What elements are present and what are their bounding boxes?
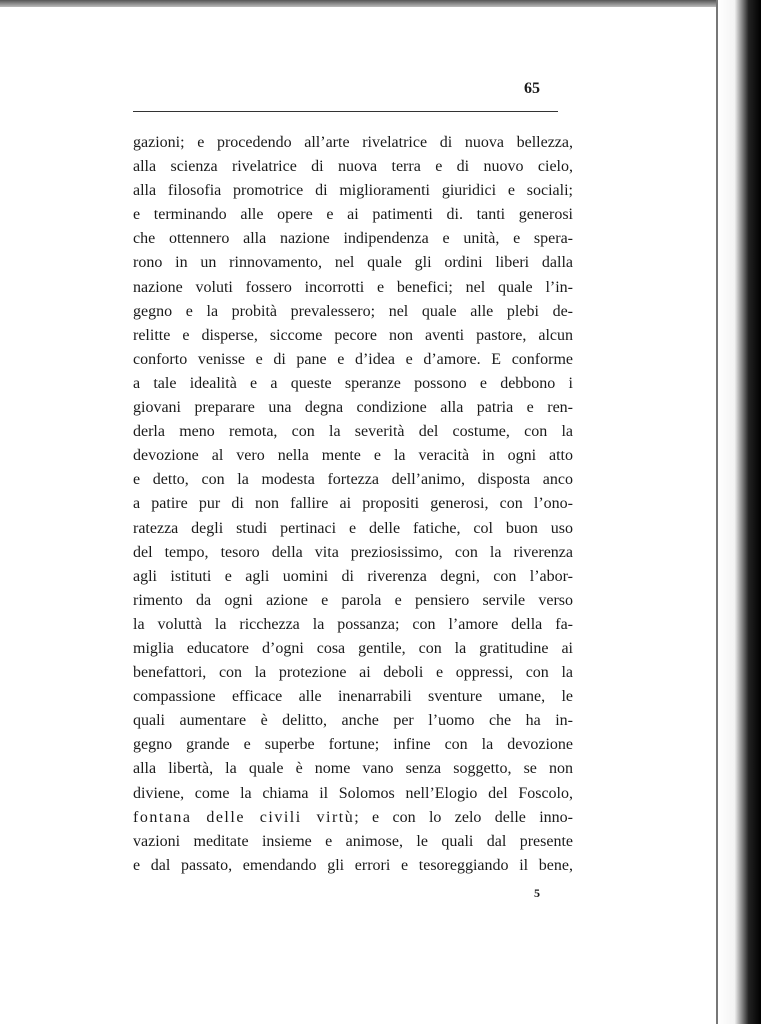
text-line: vazioni meditate insieme e animose, le quali dal presente	[133, 832, 573, 850]
header-rule	[133, 111, 558, 112]
text-line: rono in un rinnovamento, nel quale gli ordini liberi dalla	[133, 254, 573, 272]
text-line: gazioni; e procedendo all’arte rivelatrice di nuova bellezza,	[133, 134, 573, 151]
text-line: conforto venisse e di pane e d’idea e d’amore. E conforme	[133, 350, 573, 368]
text-line: la voluttà la ricchezza la possanza; con l’amore della fa-	[133, 615, 573, 633]
text-line: rimento da ogni azione e parola e pensiero servile verso	[133, 591, 573, 609]
text-line: e terminando alle opere e ai patimenti di. tanti generosi	[133, 206, 573, 224]
page-number: 65	[524, 80, 540, 97]
text-line: e dal passato, emendando gli errori e tesoreggiando il bene,	[133, 856, 573, 874]
text-line: fontana delle civili virtù; e con lo zelo delle inno-	[133, 808, 574, 826]
body-text	[133, 131, 573, 878]
text-line: che ottennero alla nazione indipendenza e unità, e spera-	[133, 230, 573, 248]
text-line: devozione al vero nella mente e la veracità in ogni atto	[133, 447, 573, 465]
text-line: ratezza degli studi pertinaci e delle fatiche, col buon uso	[133, 519, 573, 537]
text-line: alla filosofia promotrice di miglioramenti giuridici e sociali;	[133, 182, 573, 200]
text-line: miglia educatore d’ogni cosa gentile, con la gratitudine ai	[133, 639, 573, 657]
text-line: relitte e disperse, siccome pecore non aventi pastore, alcun	[133, 326, 573, 344]
text-line: quali aumentare è delitto, anche per l’uomo che ha in-	[133, 712, 573, 730]
text-line: a tale idealità e a queste speranze possono e debbono i	[133, 374, 573, 392]
text-line: e detto, con la modesta fortezza dell’animo, disposta anco	[133, 471, 573, 489]
page-edge-line	[716, 0, 718, 1024]
text-line: nazione voluti fossero incorrotti e benefici; nel quale l’in-	[133, 278, 573, 296]
scan-right-edge	[717, 0, 761, 1024]
text-line: alla libertà, la quale è nome vano senza soggetto, se non	[133, 760, 573, 778]
text-line: diviene, come la chiama il Solomos nell’Elogio del Foscolo,	[133, 784, 573, 802]
text-line: benefattori, con la protezione ai deboli e oppressi, con la	[133, 664, 573, 682]
emphasized-quote: fontana delle civili virtù	[133, 808, 355, 826]
signature-mark: 5	[534, 886, 540, 900]
text-line: giovani preparare una degna condizione alla patria e ren-	[133, 399, 573, 417]
text-line: a patire pur di non fallire ai propositi generosi, con l’ono-	[133, 495, 573, 513]
text-line: gegno grande e superbe fortune; infine con la devozione	[133, 736, 573, 754]
scan-top-edge	[0, 0, 761, 7]
text-line: compassione efficace alle inenarrabili sventure umane, le	[133, 688, 573, 706]
text-line: derla meno remota, con la severità del costume, con la	[133, 423, 573, 441]
text-line: alla scienza rivelatrice di nuova terra e di nuovo cielo,	[133, 158, 573, 176]
text-line: agli istituti e agli uomini di riverenza degni, con l’abor-	[133, 567, 573, 585]
text-line: del tempo, tesoro della vita preziosissimo, con la riverenza	[133, 543, 573, 561]
text-line: gegno e la probità prevalessero; nel quale alle plebi de-	[133, 302, 573, 320]
